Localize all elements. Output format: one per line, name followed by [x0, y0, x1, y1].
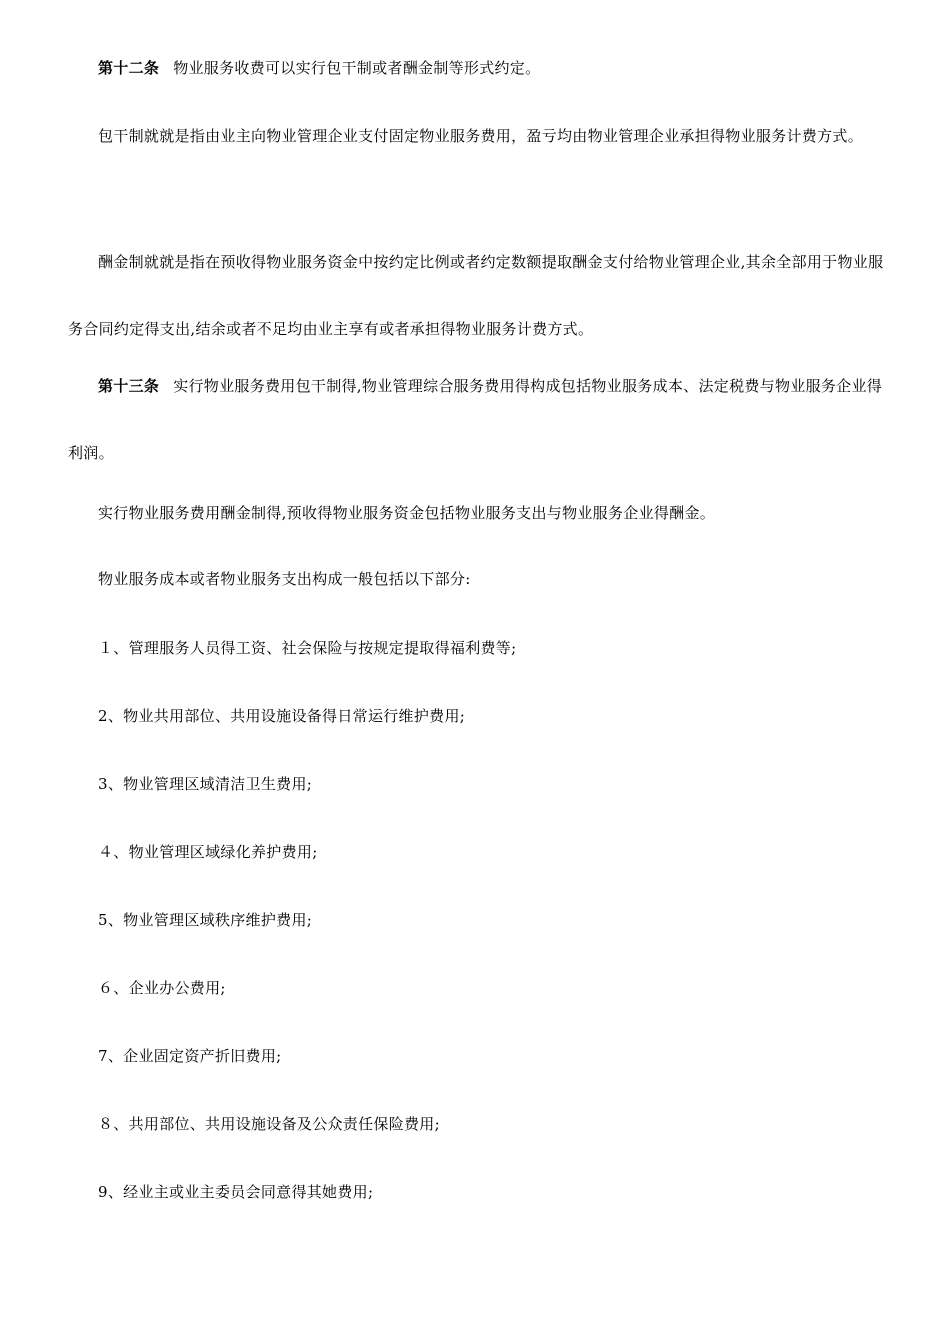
- article-13-paragraph: [68, 353, 888, 487]
- article-12-paragraph: [68, 35, 888, 102]
- article-12-label: 第十二条: [98, 59, 160, 77]
- cost-item-7: 7、企业固定资产折旧费用;: [98, 1047, 282, 1065]
- article-13-label: 第十三条: [98, 377, 160, 395]
- cost-item-6: ６、企业办公费用;: [98, 979, 226, 997]
- baogan-definition-paragraph: 包干制就就是指由业主向物业管理企业支付固定物业服务费用，盈亏均由物业管理企业承担得物业服务计费方式。: [98, 127, 864, 145]
- cost-item-9: 9、经业主或业主委员会同意得其她费用;: [98, 1183, 374, 1201]
- cost-item-8: ８、共用部位、共用设施设备及公众责任保险费用;: [98, 1115, 440, 1133]
- cost-intro-paragraph: 物业服务成本或者物业服务支出构成一般包括以下部分:: [98, 570, 471, 588]
- article-12-text: 物业服务收费可以实行包干制或者酬金制等形式约定。: [173, 59, 541, 77]
- cost-item-5: 5、物业管理区域秩序维护费用;: [98, 911, 313, 929]
- cost-item-4: ４、物业管理区域绿化养护费用;: [98, 843, 318, 861]
- article-13-text: 实行物业服务费用包干制得,物业管理综合服务费用得构成包括物业服务成本、法定税费与物业服务企业得利润。: [68, 377, 883, 462]
- cost-item-1: １、管理服务人员得工资、社会保险与按规定提取得福利费等;: [98, 639, 517, 657]
- choujin-definition-paragraph: 酬金制就就是指在预收得物业服务资金中按约定比例或者约定数额提取酬金支付给物业管理企业,其余全部用于物业服务合同约定得支出,结余或者不足均由业主享有或者承担得物业服务计费方式。: [68, 253, 884, 338]
- cost-item-2: 2、物业共用部位、共用设施设备得日常运行维护费用;: [98, 707, 466, 725]
- cost-item-3: 3、物业管理区域清洁卫生费用;: [98, 775, 313, 793]
- choujin-fund-paragraph: 实行物业服务费用酬金制得,预收得物业服务资金包括物业服务支出与物业服务企业得酬金。: [98, 504, 716, 522]
